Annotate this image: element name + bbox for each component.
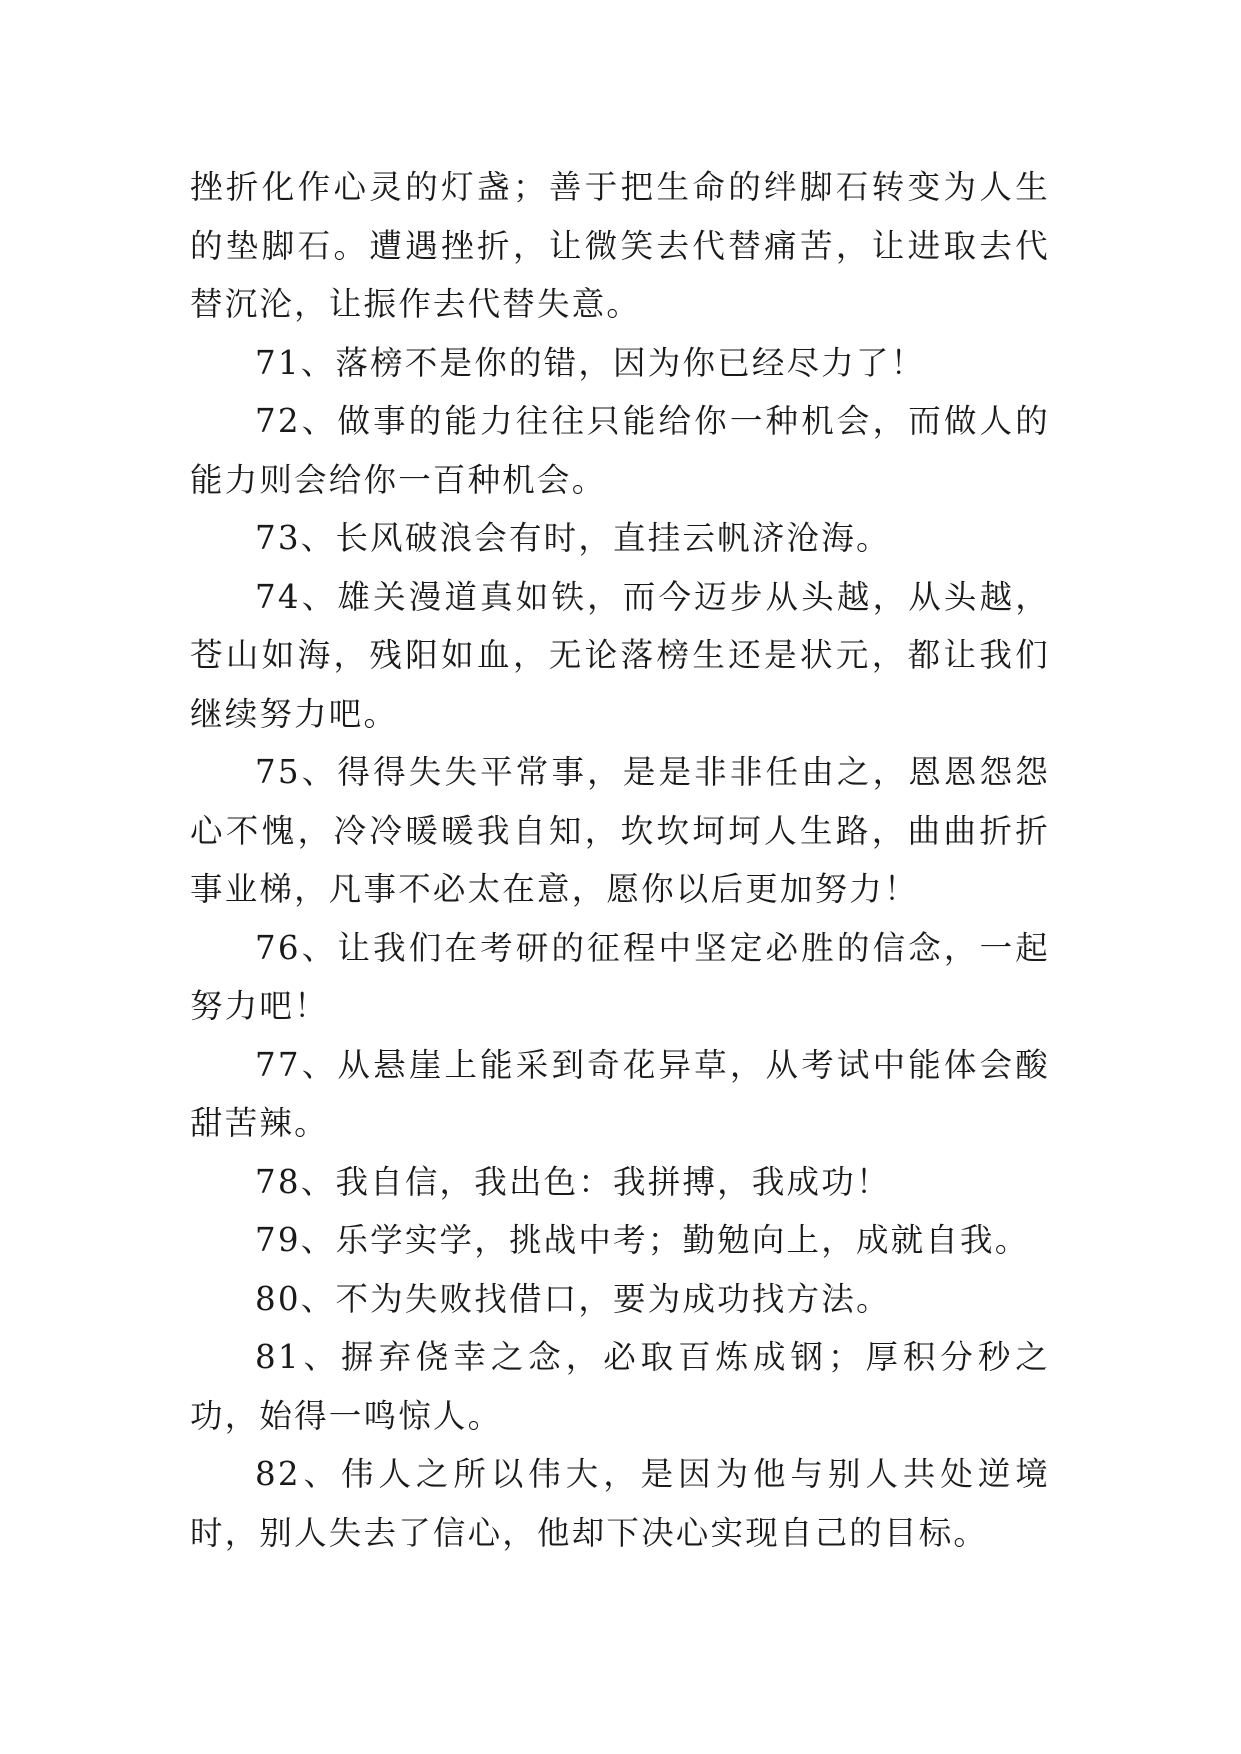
- paragraph-74: 74、雄关漫道真如铁，而今迈步从头越，从头越，苍山如海，残阳如血，无论落榜生还是状元，都让我们继续努力吧。: [190, 577, 1050, 733]
- paragraph-78: 78、我自信，我出色：我拼搏，我成功！: [255, 1162, 891, 1201]
- paragraph-76: 76、让我们在考研的征程中坚定必胜的信念，一起努力吧！: [190, 928, 1050, 1025]
- paragraph-79: 79、乐学实学，挑战中考；勤勉向上，成就自我。: [255, 1221, 1030, 1259]
- paragraph-72: 72、做事的能力往往只能给你一种机会，而做人的能力则会给你一百种机会。: [190, 402, 1050, 499]
- paragraph-82: 82、伟人之所以伟大，是因为他与别人共处逆境时，别人失去了信心，他却下决心实现自己的目标。: [190, 1455, 1050, 1552]
- paragraph-80: 80、不为失败找借口，要为成功找方法。: [255, 1279, 891, 1318]
- paragraph-81: 81、摒弃侥幸之念，必取百炼成钢；厚积分秒之功，始得一鸣惊人。: [190, 1338, 1050, 1435]
- paragraph-continuation: 挫折化作心灵的灯盏；善于把生命的绊脚石转变为人生的垫脚石。遭遇挫折，让微笑去代替痛苦，让进取去代替沉沦，让振作去代替失意。: [190, 168, 1050, 323]
- paragraph-77: 77、从悬崖上能采到奇花异草，从考试中能体会酸甜苦辣。: [190, 1045, 1050, 1142]
- paragraph-75: 75、得得失失平常事，是是非非任由之，恩恩怨怨心不愧，冷冷暖暖我自知，坎坎坷坷人生路，曲曲折折事业梯，凡事不必太在意，愿你以后更加努力！: [190, 753, 1050, 908]
- document-body: [190, 158, 1050, 1562]
- paragraph-71: 71、落榜不是你的错，因为你已经尽力了！: [255, 343, 926, 382]
- paragraph-73: 73、长风破浪会有时，直挂云帆济沧海。: [255, 519, 891, 557]
